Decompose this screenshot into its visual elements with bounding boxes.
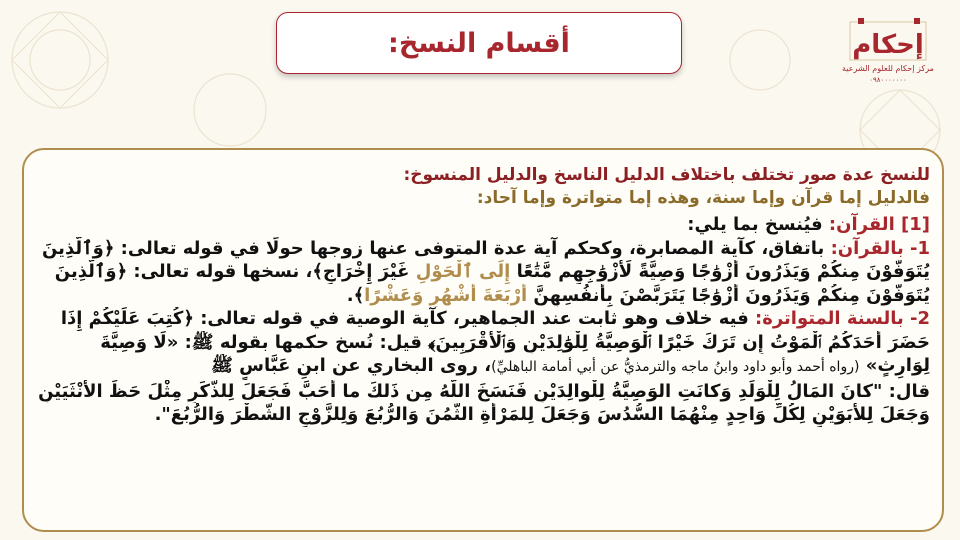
item-2-label: 2- بالسنة المتواترة: bbox=[755, 308, 930, 329]
item-1-highlight-2: أَرْبَعَةَ أَشْهُرٍ وَعَشْرًا bbox=[364, 284, 528, 306]
item-1-text-2b: غَيْرَ إِخْرَاجٍ﴾، نسخها قوله تعالى: ﴿وَٱلَّذِينَ bbox=[54, 261, 416, 282]
item-2-line-1 bbox=[30, 307, 930, 331]
item-1-line-2 bbox=[30, 260, 930, 284]
section-1-label: [1] القرآن: bbox=[828, 214, 930, 235]
item-2-line-4: قال: "كانَ المَالُ لِلْوَلَدِ وَكانَتِ الوَصِيَّةُ لِلْوالِدَيْنِ فَنَسَخَ اللَّهُ مِن ذَلكَ ما أحَبَّ فَجَعَلَ لِلذَّكَرِ مِثْلَ حَظِّ الأُنْثَيَيْنِ bbox=[38, 380, 930, 402]
page-title: أقسام النسخ: bbox=[388, 27, 570, 59]
intro-line-1: للنسخ عدة صور تختلف باختلاف الدليل الناسخ والدليل المنسوخ: bbox=[403, 165, 930, 185]
logo-name: إحكام bbox=[852, 30, 924, 60]
item-2-text-3b: ، روى البخاري عن ابنِ عَبَّاسٍ ﷺ bbox=[211, 355, 492, 376]
section-1-text: فيُنسخ بما يلي: bbox=[687, 214, 829, 235]
item-1-label: 1- بالقرآن: bbox=[830, 237, 930, 259]
logo-subtitle: مركز إحكام للعلوم الشرعية bbox=[842, 64, 934, 73]
item-1-text-3a: يُتَوَفَّوْنَ مِنكُمْ وَيَذَرُونَ أَزْوَٰجًا يَتَرَبَّصْنَ بِأَنفُسِهِنَّ bbox=[527, 284, 930, 306]
item-2-text-1: فيه خلاف وهو ثابت عند الجماهير، كآية الوصية في قوله تعالى: ﴿كُتِبَ عَلَيْكُمْ إِذَا bbox=[60, 308, 756, 329]
logo-number: ٠٩٨٠٠٠٠٠٠٠ bbox=[869, 76, 907, 84]
item-1-text-2a: يُتَوَفَّوْنَ مِنكُمْ وَيَذَرُونَ أَزْوَٰجًا وَصِيَّةً لِّأَزْوَٰجِهِم مَّتَٰعًا bbox=[510, 261, 930, 282]
item-2-line-2: حَضَرَ أَحَدَكُمُ ٱلْمَوْتُ إِن تَرَكَ خَيْرًا ٱلْوَصِيَّةُ لِلْوَٰلِدَيْنِ وَٱلْأَقْرَبِينَ﴾ قيل: نُسخ حكمها بقوله ﷺ: «لَا وَصِيَّةَ bbox=[100, 331, 930, 353]
content-text bbox=[30, 164, 930, 427]
item-1-text-1: باتفاق، كآية المصابرة، وكحكم آية عدة المتوفى عنها زوجها حولًا في قوله تعالى: ﴿وَٱلَّذِينَ bbox=[41, 237, 831, 259]
hadith-reference: (رواه أحمد وأبو داود وابنُ ماجه والترمذيُّ عن أبي أمامة الباهليِّ) bbox=[491, 359, 860, 375]
item-1-text-3b: ﴾. bbox=[346, 284, 365, 306]
item-1-highlight-1: إِلَى ٱلْحَوْلِ bbox=[415, 261, 511, 282]
item-2-line-5: وَجَعَلَ لِلأَبَوَيْنِ لِكُلِّ وَاحِدٍ مِنْهُمَا السُّدُسَ وَجَعَلَ لِلمَرْأَةِ الثُّمُنَ وَالرُّبُعَ وَلِلزَّوْجِ الشَّطْرَ وَالرُّبُعَ". bbox=[154, 404, 930, 425]
item-1-line-1 bbox=[30, 237, 930, 261]
section-1-heading bbox=[30, 213, 930, 237]
item-2-text-3a: لِوَارِثٍ» bbox=[859, 355, 930, 376]
item-1-line-3 bbox=[30, 284, 930, 308]
item-2-line-3 bbox=[30, 354, 930, 380]
intro-line-2: فالدليل إما قرآن وإما سنة، وهذه إما متواترة وإما آحاد: bbox=[476, 188, 930, 208]
logo bbox=[830, 18, 946, 94]
title-box bbox=[276, 12, 682, 74]
